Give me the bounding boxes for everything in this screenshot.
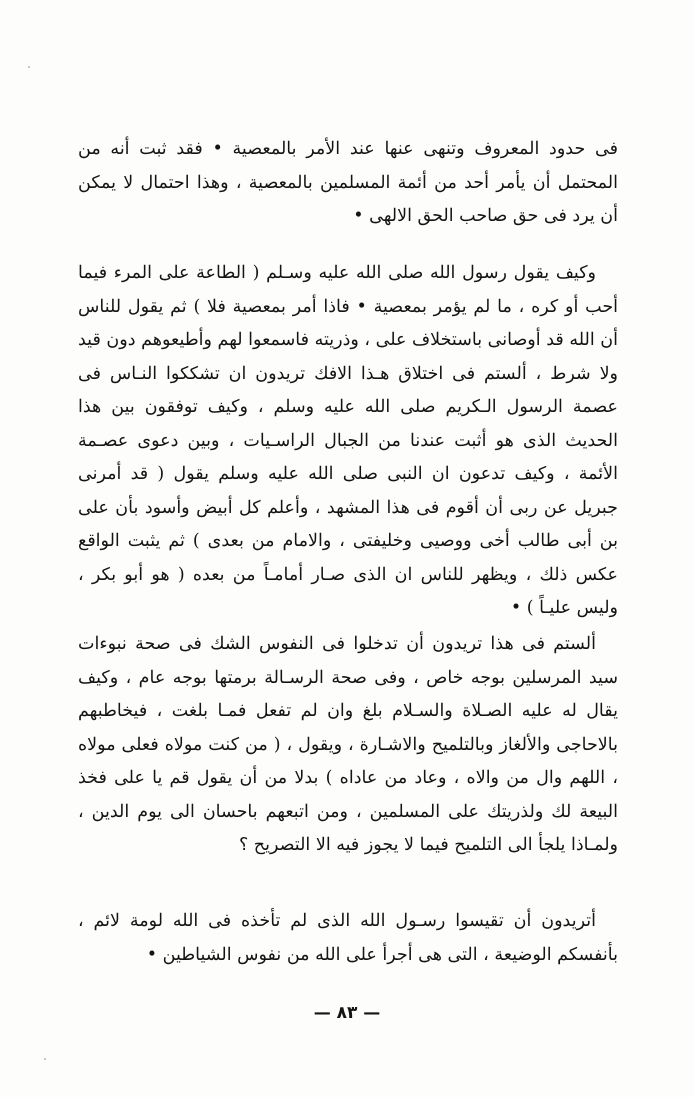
paragraph-4 — [78, 905, 618, 972]
scan-speck — [28, 66, 30, 68]
scan-speck — [44, 1058, 46, 1060]
paragraph-text: فى حدود المعروف وتنهى عنها عند الأمر بالمعصية • فقد ثبت أنه من المحتمل أن يأمر أحد من أئمة المسلمين بالمعصية ، وهذا احتمال لا يمكن أن يرد فى حق صاحب الحق الالهى • — [78, 139, 618, 226]
paragraph-1 — [78, 133, 618, 234]
page-number: — ٨٣ — — [313, 1003, 381, 1023]
paragraph-text: وكيف يقول رسول الله صلى الله عليه وسـلم ( الطاعة على المرء فيما أحب أو كره ، ما لم يؤمر بمعصية • فاذا أمر بمعصية فلا ) ثم يقول للناس أن الله قد أوصانى باستخلاف على ، وذريته فاسمعوا لهم وأطيعوهم دون قيد ولا شرط ، ألستم فى اختلاق هـذا الافك تريدون ان تشككوا النـاس فى عصمة الرسول الـكريم صلى الله عليه وسلم ، وكيف توفقون بين هذا الحديث الذى هو أثبت عندنا من الجبال الراسـيات ، وبين دعوى عصـمة الأئمة ، وكيف تدعون ان النبى صلى الله عليه وسلم يقول ( قد أمرنى جبريل عن ربى أن أقوم فى هذا المشهد ، وأعلم كل أبيض وأسود بأن على بن أبى طالب أخى ووصيى وخليفتى ، والامام من بعدى ) ثم يثبت الواقع عكس ذلك ، ويظهر للناس ان الذى صـار أمامـاً من بعده ( هو أبو بكر ، وليس عليـاً ) • — [78, 263, 618, 618]
paragraph-text: ألستم فى هذا تريدون أن تدخلوا فى النفوس الشك فى صحة نبوءات سيد المرسلين بوجه خاص ، وفى صحة الرسـالة برمتها بوجه عام ، وكيف يقال له عليه الصـلاة والسـلام بلغ وان لم تفعل فمـا بلغت ، فيخاطبهم بالاحاجى والألغاز وبالتلميح والاشـارة ، ويقول ، ( من كنت مولاه فعلى مولاه ، اللهم وال من والاه ، وعاد من عاداه ) بدلا من أن يقول قم يا على فخذ البيعة لك ولذريتك على المسلمين ، ومن اتبعهم باحسان الى يوم الدين ، ولمـاذا يلجأ الى التلميح فيما لا يجوز فيه الا التصريح ؟ — [78, 634, 618, 855]
paragraph-text: أتريدون أن تقيسوا رسـول الله الذى لم تأخذه فى الله لومة لائم ، بأنفسكم الوضيعة ، التى هى أجرأ على الله من نفوس الشياطين • — [78, 911, 618, 965]
paragraph-2 — [78, 257, 618, 626]
paragraph-3 — [78, 628, 618, 863]
